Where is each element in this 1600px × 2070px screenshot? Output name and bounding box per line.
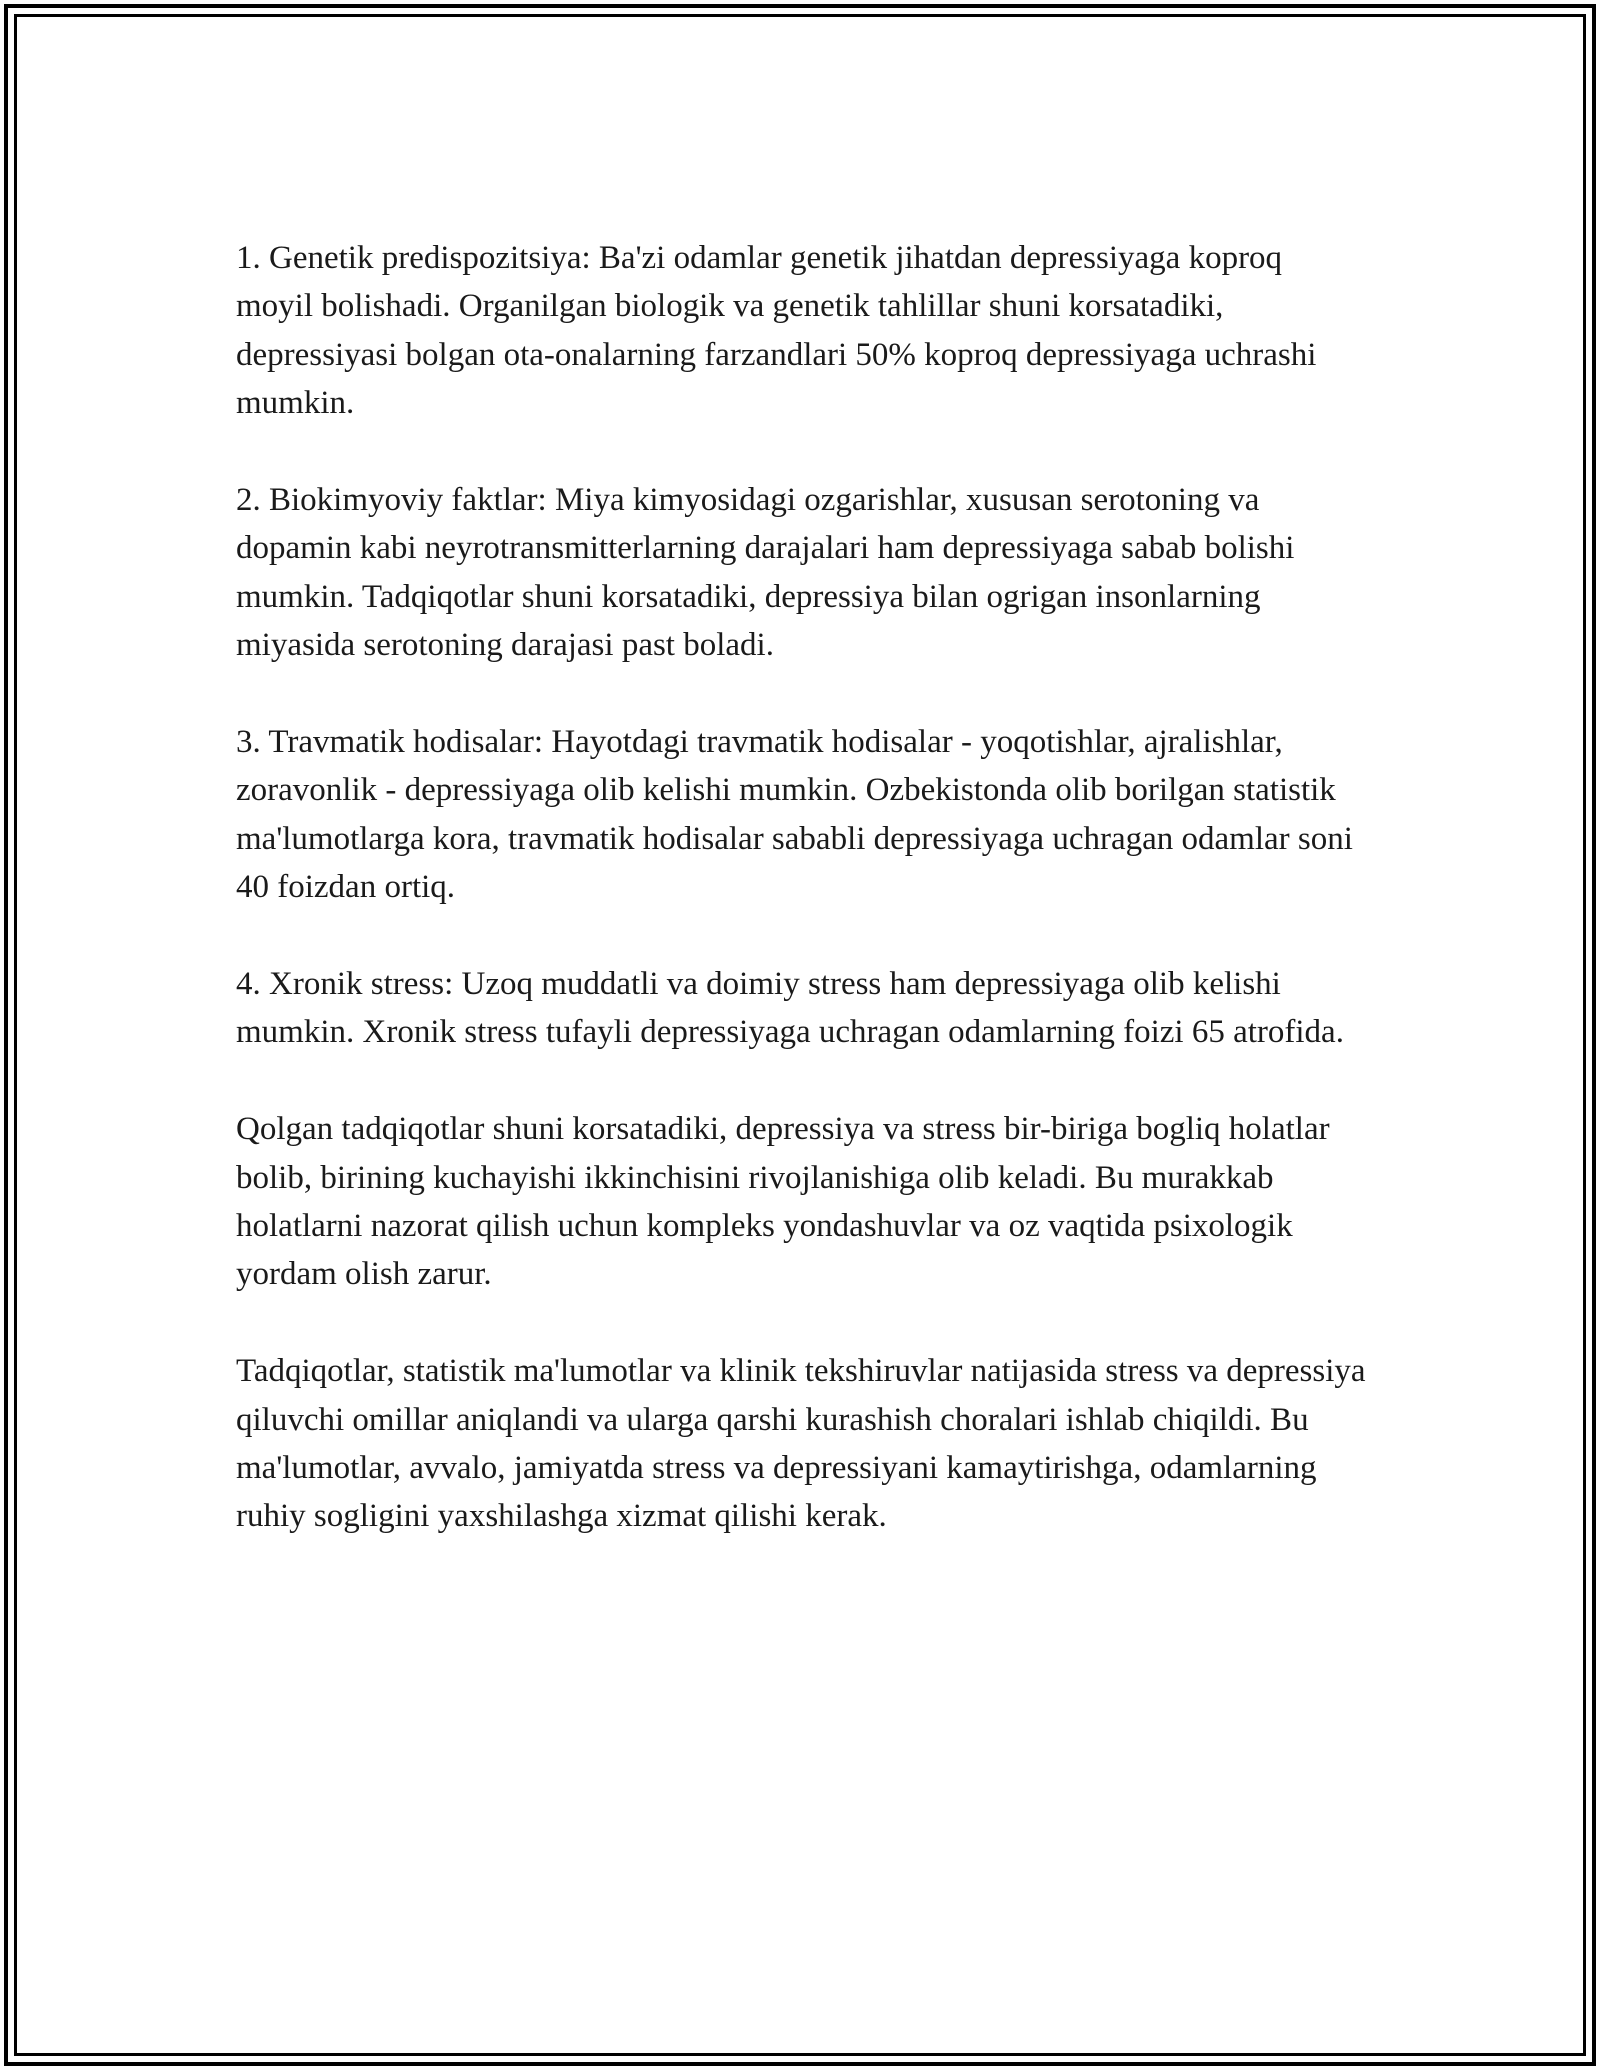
document-body — [236, 234, 1366, 1589]
paragraph-research-summary: Qolgan tadqiqotlar shuni korsatadiki, depressiya va stress bir-biriga bogliq holatlar bolib, birining kuchayishi ikkinchisini rivojlanishiga olib keladi. Bu murakkab holatlarni nazorat qilish uchun kompleks yondashuvlar va oz vaqtida psixologik yordam olish zarur. — [236, 1111, 1330, 1293]
paragraph-genetic-predisposition: 1. Genetik predispozitsiya: Ba'zi odamlar genetik jihatdan depressiyaga koproq moyil bolishadi. Organilgan biologik va genetik tahlillar shuni korsatadiki, depressiyasi bolgan ota-onalarning farzandlari 50% koproq depressiyaga uchrashi mumkin. — [236, 240, 1317, 422]
paragraph-conclusion: Tadqiqotlar, statistik ma'lumotlar va klinik tekshiruvlar natijasida stress va depressiya qiluvchi omillar aniqlandi va ularga qarshi kurashish choralari ishlab chiqildi. Bu ma'lumotlar, avvalo, jamiyatda stress va depressiyani kamaytirishga, odamlarning ruhiy sogligini yaxshilashga xizmat qilishi kerak. — [236, 1353, 1366, 1535]
paragraph-traumatic-events: 3. Travmatik hodisalar: Hayotdagi travmatik hodisalar - yoqotishlar, ajralishlar, zoravonlik - depressiyaga olib kelishi mumkin. Ozbekistonda olib borilgan statistik ma'lumotlarga kora, travmatik hodisalar sababli depressiyaga uchragan odamlar soni 40 foizdan ortiq. — [236, 724, 1353, 906]
paragraph-chronic-stress: 4. Xronik stress: Uzoq muddatli va doimiy stress ham depressiyaga olib kelishi mumkin. Xronik stress tufayli depressiyaga uchragan odamlarning foizi 65 atrofida. — [236, 966, 1344, 1051]
paragraph-biochemical-factors: 2. Biokimyoviy faktlar: Miya kimyosidagi ozgarishlar, xususan serotoning va dopamin kabi neyrotransmitterlarning darajalari ham depressiyaga sabab bolishi mumkin. Tadqiqotlar shuni korsatadiki, depressiya bilan ogrigan insonlarning miyasida serotoning darajasi past boladi. — [236, 482, 1295, 664]
